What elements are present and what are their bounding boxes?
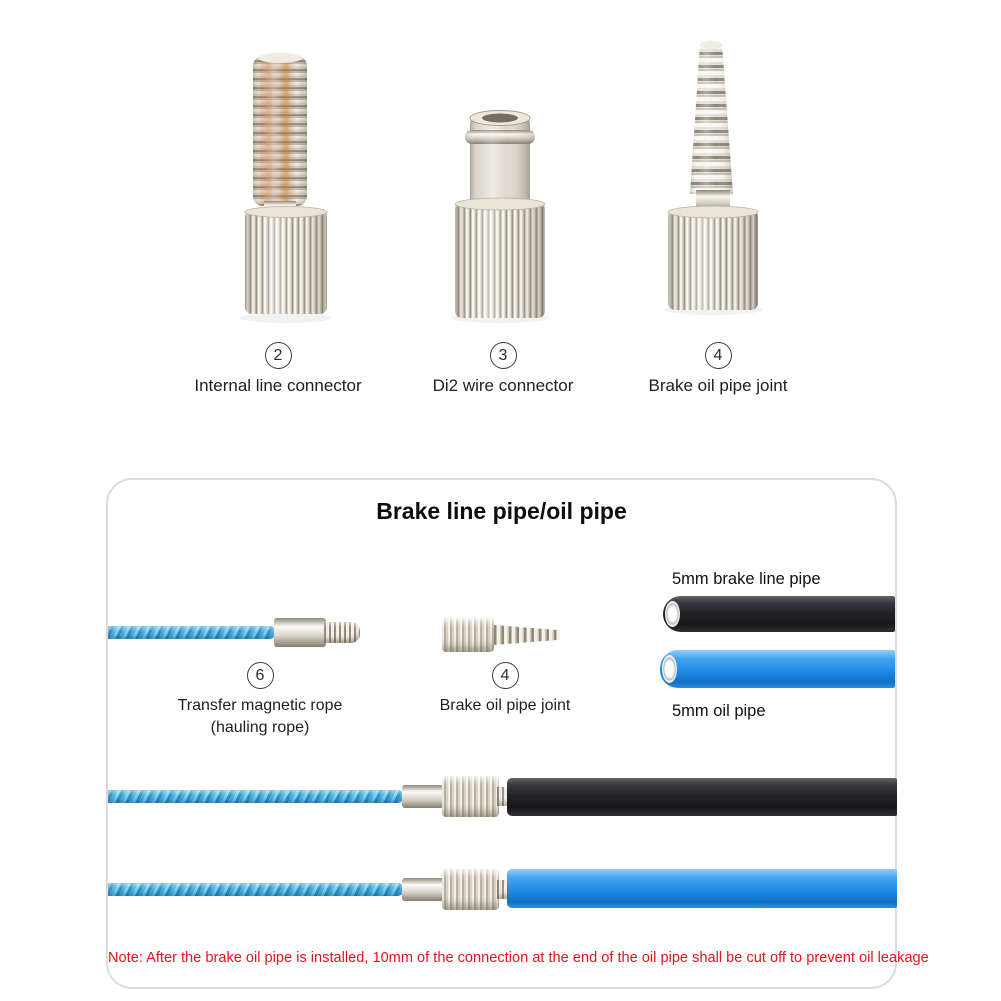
magnetic-rope-graphic	[108, 626, 276, 639]
assembled-oil-pipe-graphic	[507, 869, 897, 908]
joint-nut-graphic	[442, 618, 494, 652]
circled-number-icon: 4	[705, 342, 732, 369]
rope-thread-tip-graphic	[324, 622, 360, 643]
panel-title: Brake line pipe/oil pipe	[376, 498, 627, 524]
connector-label: Internal line connector	[194, 376, 362, 395]
rope-sleeve-graphic	[274, 618, 326, 647]
caption-internal-line-connector	[158, 342, 398, 396]
brake-oil-pipe-joint-photo	[656, 32, 764, 316]
brake-line-pipe-graphic	[663, 596, 895, 632]
assembled-nut-graphic	[442, 776, 499, 817]
rope-label: Transfer magnetic rope (hauling rope)	[177, 697, 343, 736]
caption-oil-pipe-joint	[405, 662, 605, 717]
oil-pipe-label: 5mm oil pipe	[672, 702, 766, 720]
brake-line-pipe-label: 5mm brake line pipe	[672, 570, 821, 588]
circled-number-icon: 4	[492, 662, 519, 689]
circled-number-icon: 6	[247, 662, 274, 689]
circled-number-icon: 3	[490, 342, 517, 369]
leakage-note: Note: After the brake oil pipe is installed, 10mm of the connection at the end of the oil pipe shall be cut off to prevent oil leakage	[108, 950, 929, 966]
assembled-rope-graphic	[108, 790, 404, 803]
pipe-opening	[665, 601, 680, 627]
connector-label: Di2 wire connector	[432, 376, 574, 395]
joint-label: Brake oil pipe joint	[439, 697, 571, 714]
di2-wire-connector-photo	[448, 106, 556, 324]
circled-number-icon: 2	[265, 342, 292, 369]
oil-pipe-graphic	[660, 650, 895, 688]
assembled-sleeve-graphic	[402, 785, 444, 808]
internal-line-connector-photo	[222, 46, 334, 324]
caption-brake-oil-pipe-joint	[598, 342, 838, 396]
caption-magnetic-rope	[140, 662, 380, 739]
assembled-sleeve-graphic	[402, 878, 444, 901]
joint-screw-graphic	[494, 625, 560, 645]
pipe-opening	[662, 655, 677, 683]
connector-label: Brake oil pipe joint	[648, 376, 788, 395]
caption-di2-wire-connector	[383, 342, 623, 396]
brake-line-pipe-panel	[106, 478, 929, 989]
assembled-brake-line-pipe-graphic	[507, 778, 897, 816]
assembled-nut-graphic	[442, 869, 499, 910]
assembled-rope-graphic	[108, 883, 404, 896]
